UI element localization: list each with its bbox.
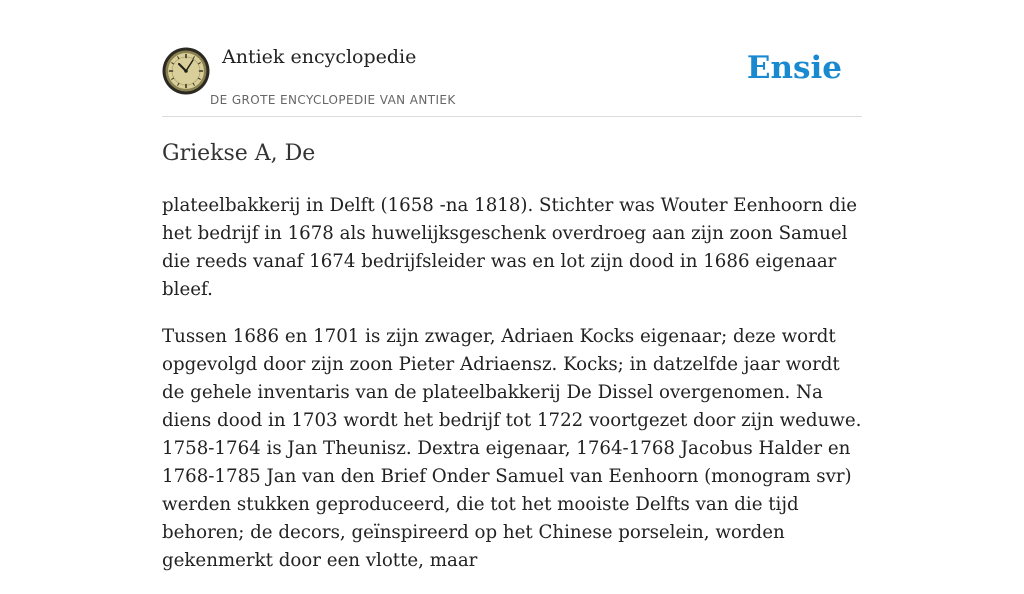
site-title[interactable]: Antiek encyclopedie — [222, 46, 417, 68]
site-subtitle: DE GROTE ENCYCLOPEDIE VAN ANTIEK — [210, 93, 456, 107]
site-header — [162, 40, 862, 117]
clock-icon[interactable] — [162, 47, 210, 95]
article-title: Griekse A, De — [162, 141, 316, 166]
article — [162, 138, 862, 594]
article-paragraph: plateelbakkerij in Delft (1658 -na 1818). Stichter was Wouter Eenhoorn die het bedrijf in 1678 als huwelijksgeschenk overdroeg aan zijn zoon Samuel die reeds vanaf 1674 bedrijfsleider was en lot zijn dood in 1686 eigenaar bleef. — [162, 195, 858, 300]
brand-logo-link[interactable]: Ensie — [746, 50, 842, 86]
article-paragraph: Tussen 1686 en 1701 is zijn zwager, Adriaen Kocks eigenaar; deze wordt opgevolgd door zijn zoon Pieter Adriaensz. Kocks; in datzelfde jaar wordt de gehele inventaris van de plateelbakkerij De Dissel overgenomen. Na diens dood in 1703 wordt het bedrijf tot 1722 voortgezet door zijn weduwe. 1758-1764 is Jan Theunisz. Dextra eigenaar, 1764-1768 Jacobus Halder en 1768-1785 Jan van den Brief Onder Samuel van Eenhoorn (monogram svr) werden stukken geproduceerd, die tot het mooiste Delfts van die tijd behoren; de decors, geïnspireerd op het Chinese porselein, worden gekenmerkt door een vlotte, maar — [162, 326, 862, 571]
